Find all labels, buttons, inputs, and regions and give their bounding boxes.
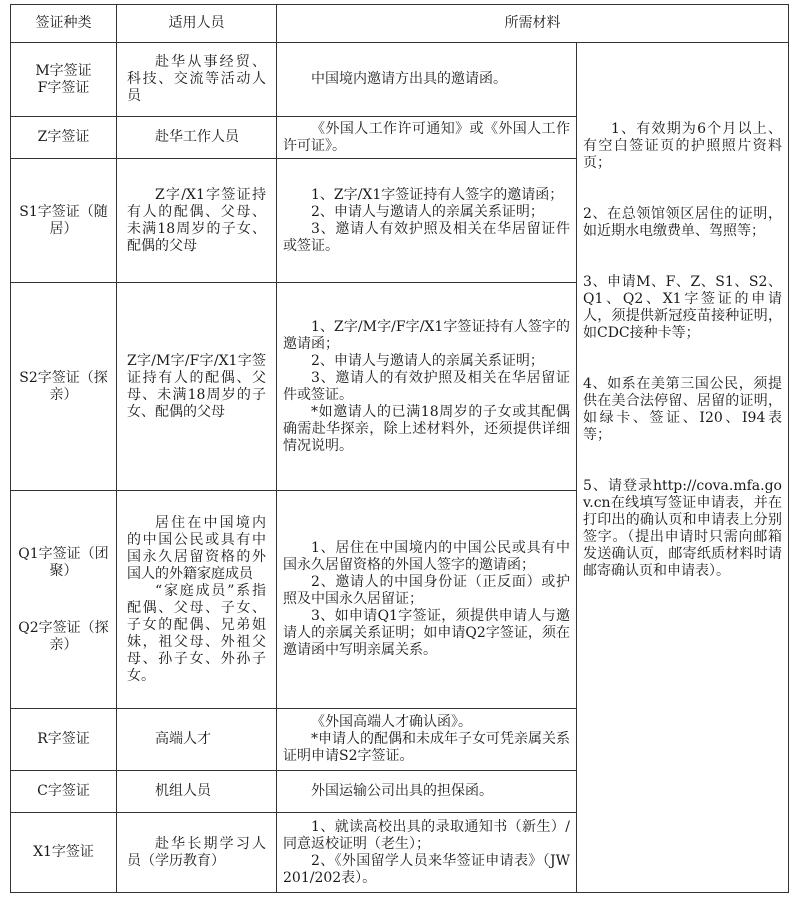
visa-type-c: C字签证 — [11, 771, 117, 813]
applicants-z: 赴华工作人员 — [117, 117, 277, 159]
material-note: *如邀请人的已满18周岁的子女或其配偶确需赴华探亲，除上述材料外，还须提供详细情况说明。 — [283, 403, 570, 454]
visa-type-q — [11, 491, 117, 709]
material-item: 2、《外国留学人员来华签证申请表》（JW201/202表）。 — [283, 852, 570, 886]
material-item: 1、就读高校出具的录取通知书（新生）/同意返校证明（老生）； — [283, 818, 570, 852]
materials-mf: 中国境内邀请方出具的邀请函。 — [277, 43, 577, 117]
visa-type-mf: M字签证 F字签证 — [11, 43, 117, 117]
materials-x1 — [277, 813, 577, 893]
material-item: 3、邀请人的有效护照及相关在华居留证件或签证。 — [283, 369, 570, 403]
material-item: 1、Z字/M字/F字/X1字签证持有人签字的邀请函； — [283, 318, 570, 352]
common-materials — [577, 43, 789, 893]
spacer — [17, 580, 110, 620]
applicants-s1: Z字/X1字签证持有人的配偶、父母、未满18周岁的子女、配偶的父母 — [117, 159, 277, 283]
material-item: 2、邀请人的中国身份证（正反面）或护照及中国永久居留证； — [283, 574, 570, 607]
material-item: 2、申请人与邀请人的亲属关系证明； — [311, 203, 544, 220]
material-item: 《外国高端人才确认函》。 — [311, 714, 472, 730]
common-item: 1、有效期为6个月以上、有空白签证页的护照照片资料页； — [583, 121, 782, 171]
materials-s2 — [277, 283, 577, 491]
common-item: 2、在总领馆领区居住的证明，如近期水电缴费单、驾照等； — [583, 206, 782, 239]
material-item: 1、居住在中国境内的中国公民或具有中国永久居留资格的外国人签字的邀请函； — [283, 540, 570, 573]
visa-type-x1: X1字签证 — [11, 813, 117, 893]
material-item: 3、如申请Q1字签证，须提供申请人与邀请人的亲属关系证明；如申请Q2字签证，须在邀请函中写明亲属关系。 — [283, 608, 570, 658]
applicants-s2: Z字/M字/F字/X1字签证持有人的配偶、父母、未满18周岁的子女、配偶的父母 — [117, 283, 277, 491]
visa-requirements-table — [10, 4, 789, 893]
visa-type-s2: S2字签证（探亲） — [11, 283, 117, 491]
material-item: 3、邀请人有效护照及相关在华居留证件或签证。 — [283, 220, 570, 254]
header-applicants: 适用人员 — [117, 5, 277, 43]
common-item: 4、如系在美第三国公民，须提供在美合法停留、居留的证明，如绿卡、签证、I20、I94表等； — [583, 376, 782, 443]
spacer — [583, 444, 782, 478]
header-row — [11, 5, 789, 43]
visa-type-q1: Q1字签证（团聚） — [18, 545, 109, 579]
material-note: *申请人的配偶和未成年子女可凭亲属关系证明申请S2字签证。 — [283, 731, 570, 764]
applicants-q-definition: “家庭成员”系指配偶、父母、子女、子女的配偶、兄弟姐妹，祖父母、外祖父母、孙子女、外孙子女。 — [127, 582, 266, 684]
spacer — [583, 240, 782, 274]
materials-c: 外国运输公司出具的担保函。 — [277, 771, 577, 813]
material-item: 1、Z字/X1字签证持有人签字的邀请函； — [311, 186, 564, 203]
applicants-q-main: 居住在中国境内的中国公民或具有中国永久居留资格的外国人的外籍家庭成员 — [127, 514, 266, 582]
applicants-q — [117, 491, 277, 709]
header-materials: 所需材料 — [277, 5, 789, 43]
materials-r — [277, 709, 577, 771]
table-row — [11, 43, 789, 117]
header-visa-type: 签证种类 — [11, 5, 117, 43]
visa-type-s1: S1字签证（随居） — [11, 159, 117, 283]
visa-type-z: Z字签证 — [11, 117, 117, 159]
applicants-x1: 赴华长期学习人员（学历教育） — [117, 813, 277, 893]
material-item: 2、申请人与邀请人的亲属关系证明； — [311, 352, 544, 369]
spacer — [583, 172, 782, 206]
applicants-r: 高端人才 — [117, 709, 277, 771]
common-item: 5、请登录http://cova.mfa.gov.cn在线填写签证申请表，并在打印出的确认页和申请表上分别签字。（提出申请时只需向邮箱发送确认页，邮寄纸质材料时请邮寄确认页和申请表）。 — [583, 478, 782, 579]
materials-q — [277, 491, 577, 709]
common-item: 3、申请M、F、Z、S1、S2、Q1、Q2、X1字签证的申请人，须提供新冠疫苗接种证明，如CDC接种卡等； — [583, 274, 782, 341]
materials-s1 — [277, 159, 577, 283]
spacer — [583, 342, 782, 376]
applicants-mf: 赴华从事经贸、科技、交流等活动人员 — [117, 43, 277, 117]
applicants-c: 机组人员 — [117, 771, 277, 813]
visa-type-r: R字签证 — [11, 709, 117, 771]
materials-z: 《外国人工作许可通知》或《外国人工作许可证》。 — [277, 117, 577, 159]
visa-type-q2: Q2字签证（探亲） — [18, 619, 109, 653]
